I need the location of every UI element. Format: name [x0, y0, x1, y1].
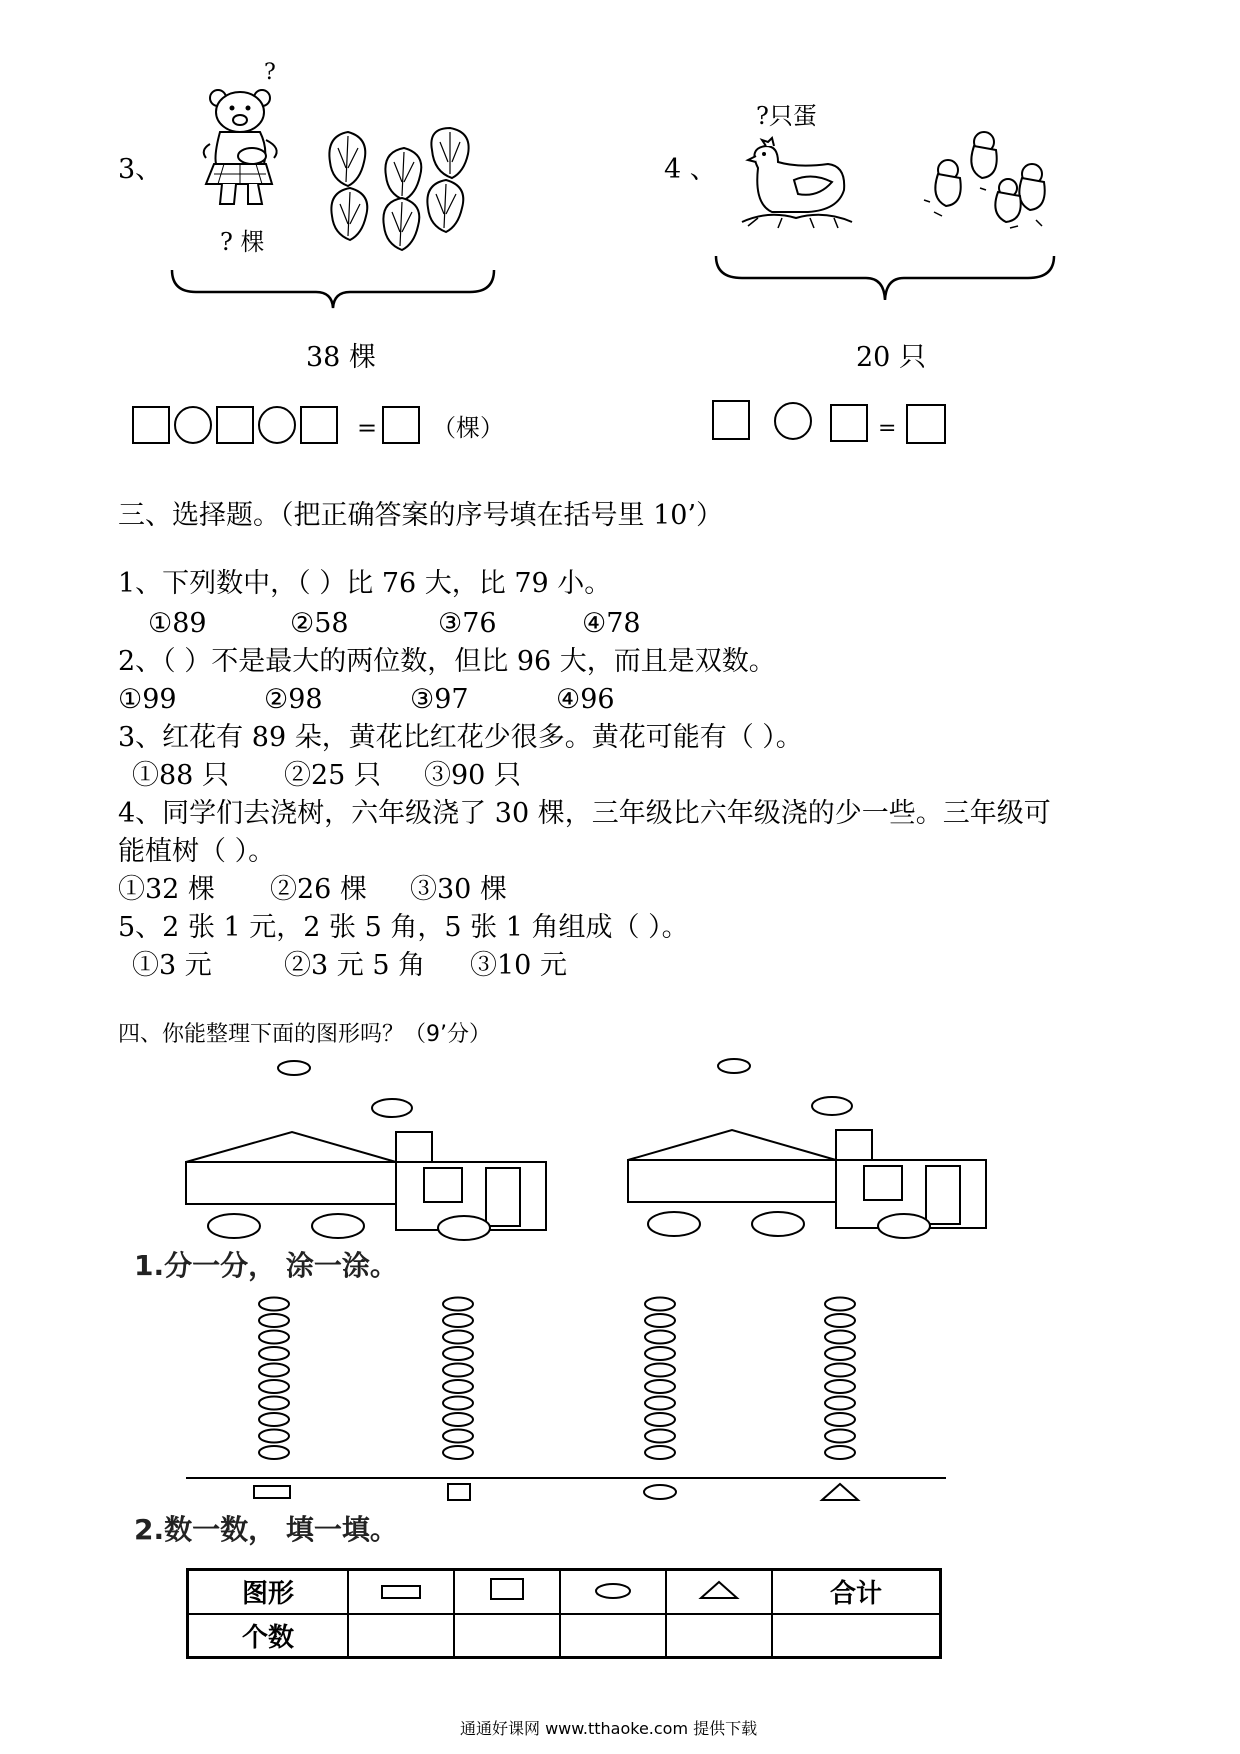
- operator-circle[interactable]: [174, 406, 212, 444]
- rectangle-label-shape: [254, 1486, 290, 1498]
- question-5: 5、2 张 1 元，2 张 5 角，5 张 1 角组成（ ）。: [118, 912, 689, 943]
- train-figure-left: [186, 1056, 556, 1242]
- q5-option-2: ②3 元 5 角: [284, 950, 426, 981]
- stacked-oval[interactable]: [259, 1314, 289, 1327]
- question-4-line-2: 能植树（ ）。: [118, 836, 276, 867]
- stacked-oval[interactable]: [825, 1314, 855, 1327]
- square-shape-icon: [487, 1578, 527, 1600]
- q1-option-4: ④78: [582, 608, 641, 639]
- table-triangle-cell: [666, 1570, 772, 1614]
- table-header-shape: 图形: [188, 1570, 349, 1614]
- brace-problem-4: [714, 254, 1056, 304]
- shape-count-table: [186, 1568, 942, 1659]
- stacked-oval[interactable]: [645, 1413, 675, 1426]
- brace-problem-3: [170, 268, 496, 310]
- egg-question-label: ?只蛋: [756, 102, 817, 130]
- stacked-oval[interactable]: [825, 1298, 855, 1311]
- stacked-oval[interactable]: [825, 1331, 855, 1344]
- bear-illustration: [196, 84, 288, 214]
- question-2: 2、（ ）不是最大的两位数，但比 96 大，而且是双数。: [118, 646, 776, 677]
- q5-option-3: ③10 元: [470, 950, 567, 981]
- q4-option-1: ①32 棵: [118, 874, 215, 905]
- stacked-oval[interactable]: [825, 1364, 855, 1377]
- q5-option-1: ①3 元: [132, 950, 212, 981]
- triangle-label-shape: [822, 1484, 858, 1500]
- q2-option-3: ③97: [410, 684, 469, 715]
- problem-3-question-mark: ?: [264, 60, 276, 85]
- stacked-oval[interactable]: [443, 1298, 473, 1311]
- stacked-oval[interactable]: [443, 1430, 473, 1443]
- question-3: 3、红花有 89 朵，黄花比红花少很多。黄花可能有（ ）。: [118, 722, 803, 753]
- stacked-oval[interactable]: [259, 1397, 289, 1410]
- square-label-shape: [448, 1484, 470, 1500]
- hen-illustration: [738, 138, 856, 232]
- cabbage-group: [326, 128, 494, 254]
- q2-option-1: ①99: [118, 684, 177, 715]
- problem-3-total: 38 棵: [306, 342, 376, 373]
- table-circle-cell: [560, 1570, 666, 1614]
- table-square-cell: [454, 1570, 560, 1614]
- train-figure-right: [628, 1056, 998, 1242]
- answer-box[interactable]: [830, 404, 868, 442]
- table-rectangle-cell: [348, 1570, 454, 1614]
- stacked-oval[interactable]: [645, 1347, 675, 1360]
- stacked-oval[interactable]: [825, 1380, 855, 1393]
- stacked-oval[interactable]: [825, 1347, 855, 1360]
- count-cell-rectangle[interactable]: [348, 1614, 454, 1658]
- footer-credit: 通通好课网 www.tthaoke.com 提供下载: [460, 1719, 758, 1738]
- q3-option-1: ①88 只: [132, 760, 229, 791]
- count-cell-circle[interactable]: [560, 1614, 666, 1658]
- stacked-oval[interactable]: [645, 1314, 675, 1327]
- equals-sign: =: [878, 416, 897, 441]
- question-4-line-1: 4、同学们去浇树，六年级浇了 30 棵，三年级比六年级浇的少一些。三年级可: [118, 798, 1051, 829]
- stacked-oval[interactable]: [259, 1380, 289, 1393]
- result-box[interactable]: [382, 406, 420, 444]
- problem-4-number: 4 、: [664, 154, 717, 185]
- circle-label-shape: [644, 1485, 676, 1499]
- oval-columns: [186, 1288, 946, 1508]
- bear-cabbage-label: ? 棵: [220, 228, 265, 256]
- q3-option-3: ③90 只: [424, 760, 521, 791]
- q1-option-2: ②58: [290, 608, 349, 639]
- stacked-oval[interactable]: [443, 1446, 473, 1459]
- triangle-shape-icon: [699, 1580, 739, 1600]
- stacked-oval[interactable]: [825, 1397, 855, 1410]
- count-cell-triangle[interactable]: [666, 1614, 772, 1658]
- stacked-oval[interactable]: [825, 1430, 855, 1443]
- stacked-oval[interactable]: [825, 1446, 855, 1459]
- stacked-oval[interactable]: [645, 1331, 675, 1344]
- q1-option-3: ③76: [438, 608, 497, 639]
- operator-circle[interactable]: [774, 402, 812, 440]
- part-1-instruction: 1.分一分， 涂一涂。: [134, 1249, 398, 1282]
- section-4-title: 四、你能整理下面的图形吗？（9’分）: [118, 1022, 491, 1047]
- q4-option-2: ②26 棵: [270, 874, 367, 905]
- problem-3-number: 3、: [118, 154, 163, 185]
- stacked-oval[interactable]: [259, 1446, 289, 1459]
- stacked-oval[interactable]: [825, 1413, 855, 1426]
- circle-shape-icon: [593, 1582, 633, 1600]
- stacked-oval[interactable]: [645, 1446, 675, 1459]
- answer-box[interactable]: [300, 406, 338, 444]
- stacked-oval[interactable]: [645, 1380, 675, 1393]
- problem-4-total: 20 只: [856, 342, 926, 373]
- question-1: 1、下列数中，（ ）比 76 大，比 79 小。: [118, 568, 612, 599]
- answer-box[interactable]: [712, 400, 750, 440]
- stacked-oval[interactable]: [443, 1364, 473, 1377]
- q2-option-2: ②98: [264, 684, 323, 715]
- stacked-oval[interactable]: [645, 1430, 675, 1443]
- section-3-title: 三、选择题。（把正确答案的序号填在括号里 10’）: [118, 500, 724, 531]
- stacked-oval[interactable]: [259, 1430, 289, 1443]
- stacked-oval[interactable]: [259, 1364, 289, 1377]
- equals-sign: =: [357, 414, 378, 442]
- q3-option-2: ②25 只: [284, 760, 381, 791]
- result-box[interactable]: [906, 404, 946, 444]
- answer-box[interactable]: [216, 406, 254, 444]
- stacked-oval[interactable]: [443, 1413, 473, 1426]
- unit-label: （棵）: [432, 414, 504, 442]
- count-cell-square[interactable]: [454, 1614, 560, 1658]
- stacked-oval[interactable]: [259, 1298, 289, 1311]
- operator-circle[interactable]: [258, 406, 296, 444]
- stacked-oval[interactable]: [645, 1397, 675, 1410]
- stacked-oval[interactable]: [259, 1331, 289, 1344]
- chicks-illustration: [920, 130, 1052, 234]
- stacked-oval[interactable]: [443, 1380, 473, 1393]
- q1-option-1: ①89: [148, 608, 207, 639]
- stacked-oval[interactable]: [645, 1298, 675, 1311]
- stacked-oval[interactable]: [645, 1364, 675, 1377]
- stacked-oval[interactable]: [443, 1347, 473, 1360]
- q2-option-4: ④96: [556, 684, 615, 715]
- q4-option-3: ③30 棵: [410, 874, 507, 905]
- part-2-instruction: 2.数一数， 填一填。: [134, 1513, 398, 1546]
- count-cell-total[interactable]: [772, 1614, 941, 1658]
- table-header-total: 合计: [772, 1570, 941, 1614]
- stacked-oval[interactable]: [443, 1331, 473, 1344]
- stacked-oval[interactable]: [443, 1397, 473, 1410]
- rectangle-shape-icon: [381, 1584, 421, 1600]
- stacked-oval[interactable]: [443, 1314, 473, 1327]
- table-header-count: 个数: [188, 1614, 349, 1658]
- stacked-oval[interactable]: [259, 1413, 289, 1426]
- stacked-oval[interactable]: [259, 1347, 289, 1360]
- answer-box[interactable]: [132, 406, 170, 444]
